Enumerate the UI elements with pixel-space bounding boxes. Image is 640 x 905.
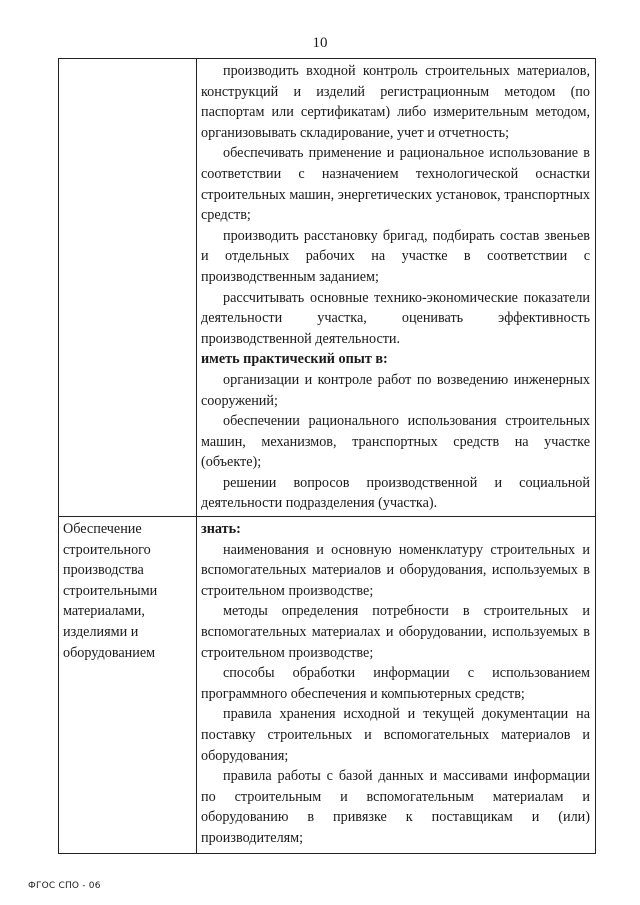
text-paragraph: методы определения потребности в строительных и вспомогательных материалах и оборудовании, используемых в строительном производстве;: [201, 603, 590, 661]
text-paragraph: производить входной контроль строительных материалов, конструкций и изделий регистрационным методом (по паспортам или сертификатам) либо измерительным методом, организовывать складирование, учет и отчетность;: [201, 63, 590, 141]
table-row: [59, 59, 595, 517]
page-number: 10: [312, 35, 328, 51]
text-paragraph: наименования и основную номенклатуру строительных и вспомогательных материалов и оборудования, используемых в строительном производстве;: [201, 541, 590, 599]
section-heading: знать:: [201, 521, 241, 538]
right-cell: [197, 59, 595, 516]
table-row: [59, 517, 595, 853]
competency-table: [58, 58, 596, 854]
text-paragraph: рассчитывать основные технико-экономические показатели деятельности участка, оценивать эффективность производственной деятельности.: [201, 289, 590, 347]
text-paragraph: правила хранения исходной и текущей документации на поставку строительных и вспомогательных материалов и оборудования;: [201, 706, 590, 764]
text-paragraph: производить расстановку бригад, подбирать состав звеньев и отдельных рабочих на участке в соответствии с производственным заданием;: [201, 227, 590, 285]
footer-code: ФГОС СПО - 06: [28, 881, 101, 891]
text-paragraph: решении вопросов производственной и социальной деятельности подразделения (участка).: [201, 474, 590, 512]
text-paragraph: способы обработки информации с использованием программного обеспечения и компьютерных средств;: [201, 665, 590, 702]
left-cell: Обеспечение строительного производства строительными материалами, изделиями и оборудованием: [59, 517, 197, 853]
right-cell: [197, 517, 595, 853]
text-paragraph: обеспечивать применение и рациональное использование в соответствии с назначением технологической оснастки строительных машин, энергетических установок, транспортных средств;: [201, 145, 590, 224]
text-paragraph: правила работы с базой данных и массивами информации по строительным и вспомогательным материалам и оборудованию в привязке к поставщикам и (или) производителям;: [201, 768, 590, 846]
section-heading: иметь практический опыт в:: [201, 351, 388, 368]
text-paragraph: организации и контроле работ по возведению инженерных сооружений;: [201, 371, 590, 409]
left-cell: [59, 59, 197, 516]
text-paragraph: обеспечении рационального использования строительных машин, механизмов, транспортных средств на участке (объекте);: [201, 413, 590, 471]
